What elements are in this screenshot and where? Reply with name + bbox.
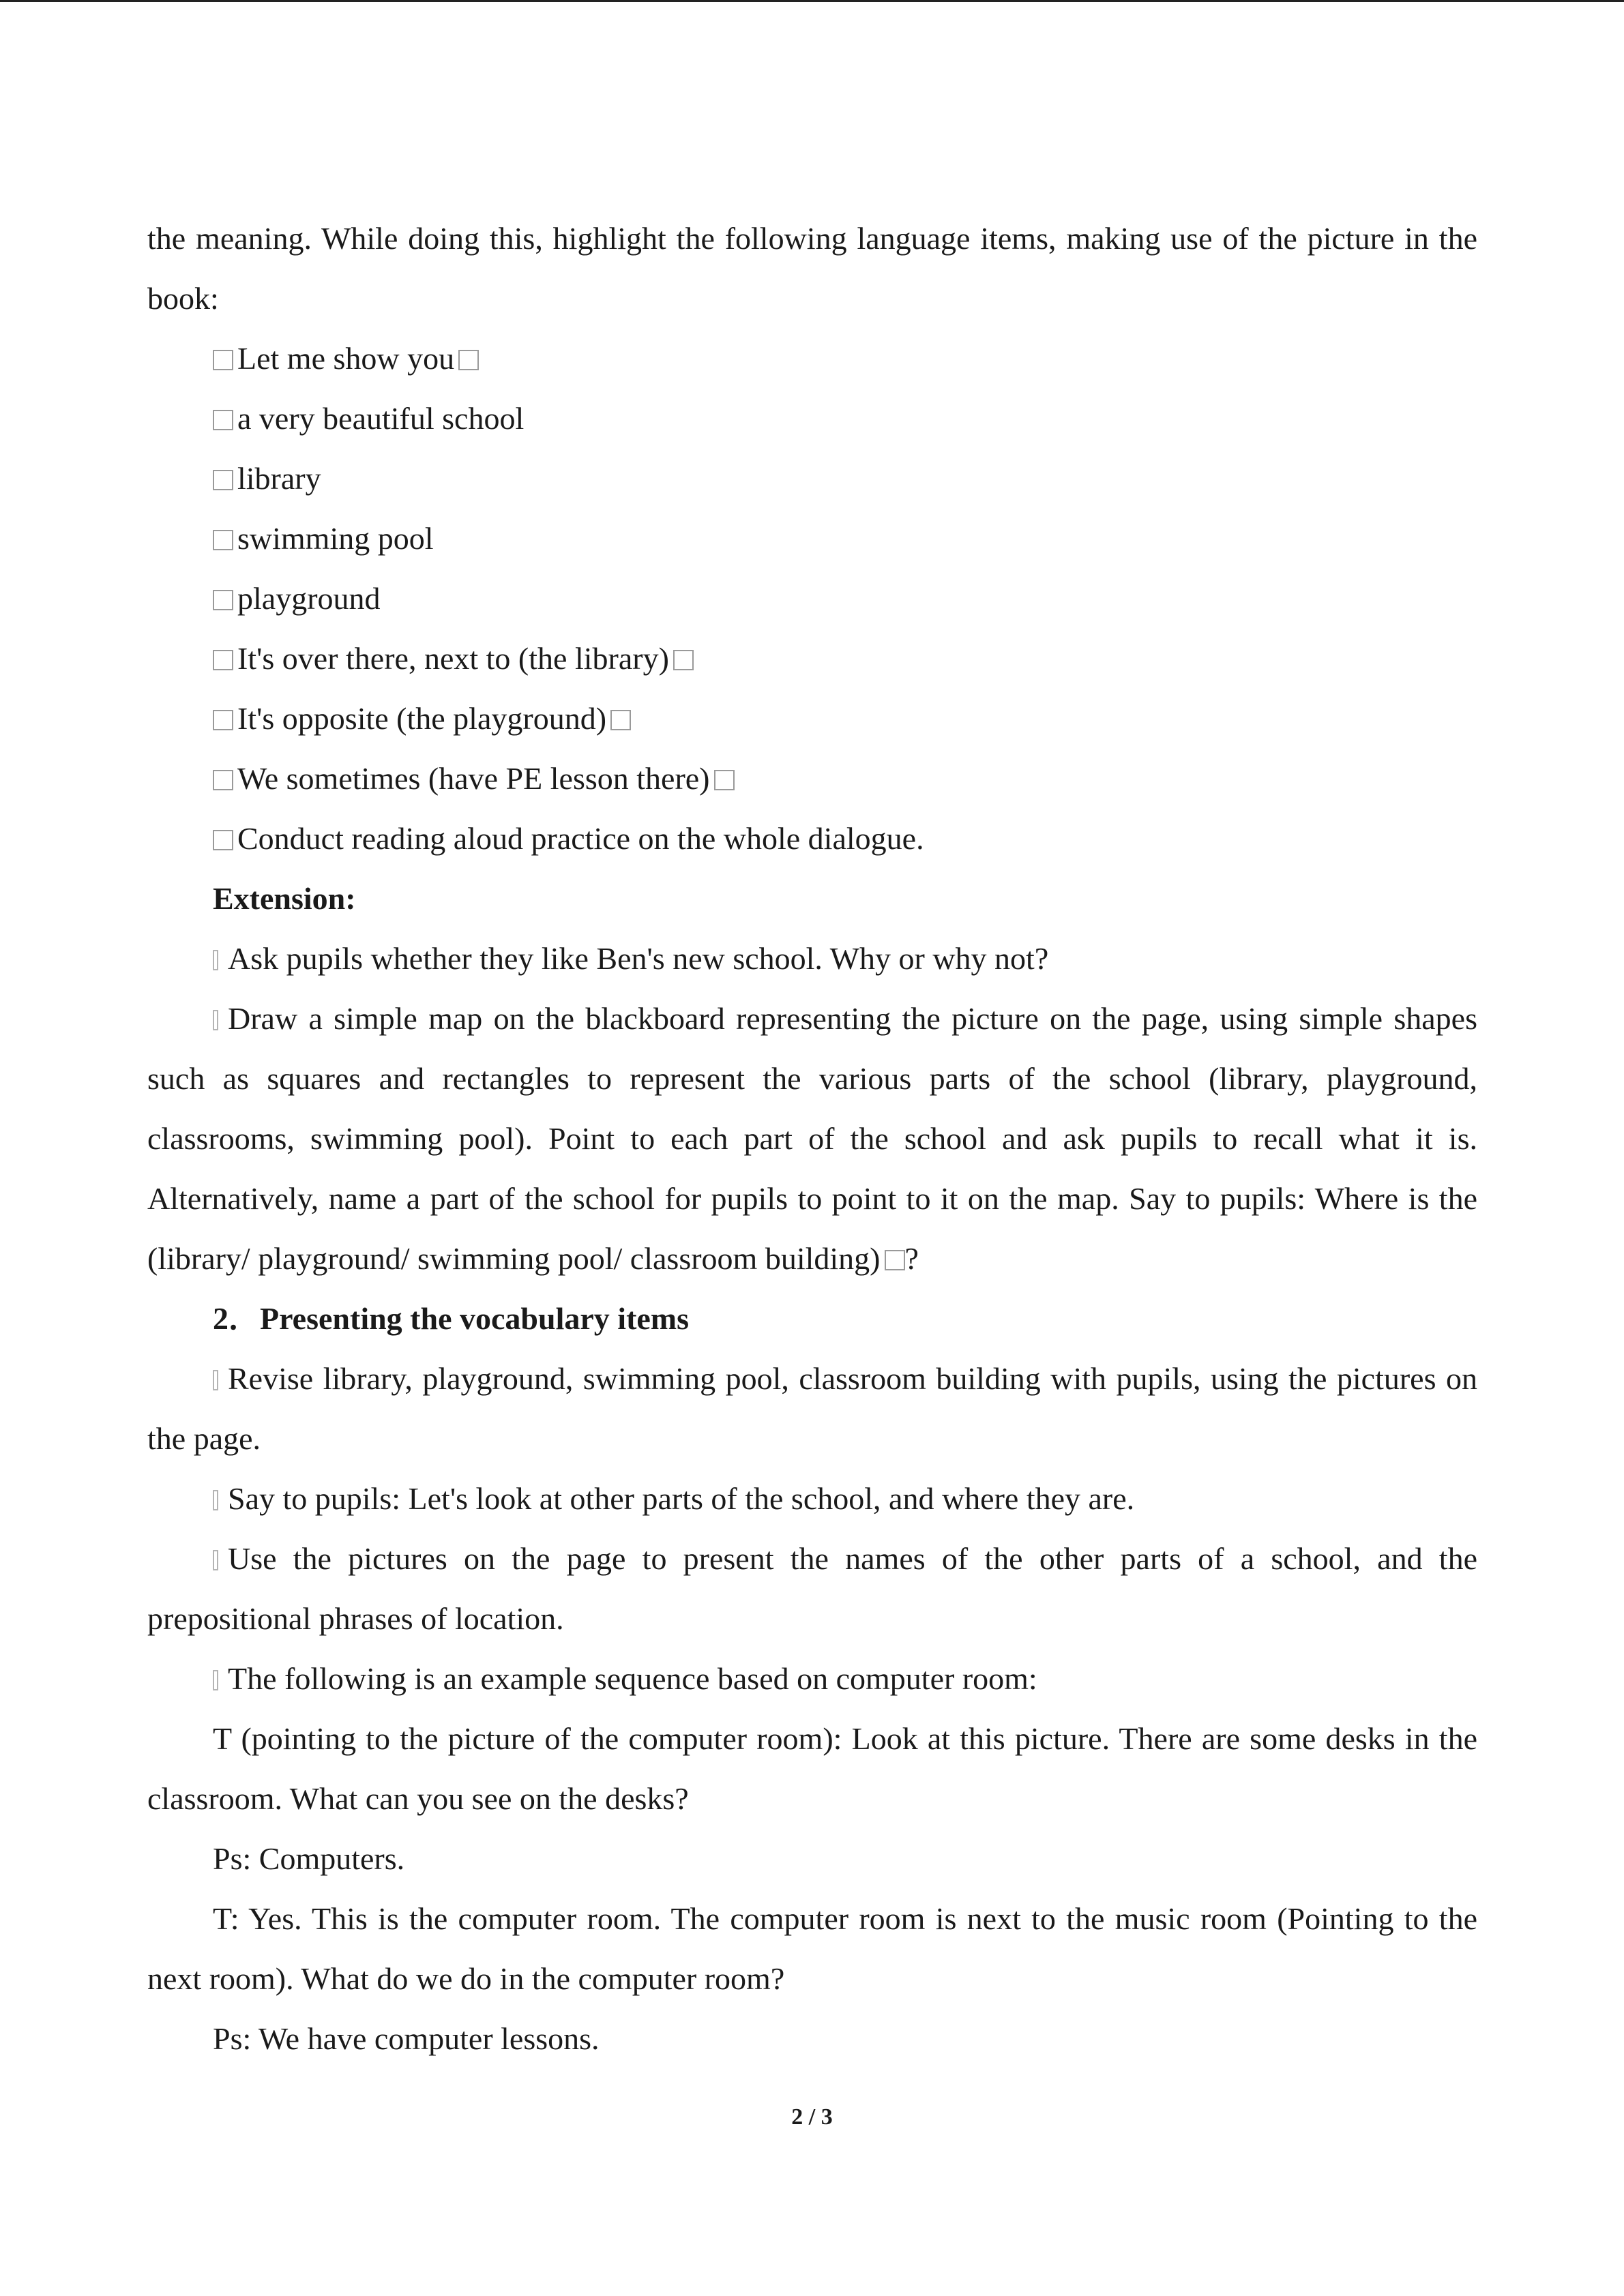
- dialogue-line: T: Yes. This is the computer room. The computer room is next to the music room (Pointing to the next room). What do we do in the computer room?: [147, 1901, 1477, 1996]
- missing-glyph-box-icon: [213, 710, 233, 730]
- language-item: Let me show you: [147, 329, 1477, 389]
- missing-glyph-box-icon: [610, 710, 631, 730]
- missing-glyph-box-icon: [213, 350, 233, 370]
- section-bullet: Use the pictures on the page to present the names of the other parts of a school, and the prepositional phrases of location.: [147, 1541, 1477, 1636]
- language-item: It's over there, next to (the library): [147, 629, 1477, 689]
- language-item: playground: [147, 569, 1477, 629]
- bullet-marker-icon: [213, 1490, 218, 1510]
- section-heading: [147, 1289, 1477, 1349]
- extension-bullet: Draw a simple map on the blackboard representing the picture on the page, using simple shapes such as squares and rectangles to represent the various parts of the school (library, playground, classrooms, swimming pool). Point to each part of the school and ask pupils to recall what it is. Alternatively, name a part of the school for pupils to point to it on the map. Say to pupils: Where is the (library/ playground/ swimming pool/ classroom building) ?: [147, 1001, 1477, 1276]
- missing-glyph-box-icon: [673, 650, 694, 670]
- missing-glyph-box-icon: [213, 650, 233, 670]
- extension-heading: Extension:: [213, 881, 356, 916]
- section-bullet: Revise library, playground, swimming pool, classroom building with pupils, using the pictures on the page.: [147, 1361, 1477, 1456]
- section-number: 2．: [213, 1301, 260, 1336]
- section-bullet: The following is an example sequence based on computer room:: [147, 1649, 1477, 1709]
- missing-glyph-box-icon: [458, 350, 479, 370]
- missing-glyph-box-icon: [714, 770, 735, 790]
- dialogue-line: T (pointing to the picture of the computer room): Look at this picture. There are some desks in the classroom. What can you see on the desks?: [147, 1721, 1477, 1816]
- missing-glyph-box-icon: [213, 590, 233, 610]
- dialogue-line: Ps: Computers.: [213, 1841, 405, 1876]
- language-item: We sometimes (have PE lesson there): [147, 749, 1477, 809]
- language-item: a very beautiful school: [147, 389, 1477, 449]
- section-title: Presenting the vocabulary items: [260, 1301, 690, 1336]
- language-item: swimming pool: [147, 509, 1477, 569]
- document-body: [147, 209, 1477, 2069]
- language-items-list: [147, 329, 1477, 869]
- bullet-marker-icon: [213, 1550, 218, 1570]
- missing-glyph-box-icon: [885, 1250, 905, 1270]
- bullet-marker-icon: [213, 950, 218, 970]
- language-item: Conduct reading aloud practice on the whole dialogue.: [147, 809, 1477, 869]
- extension-bullet: Ask pupils whether they like Ben's new school. Why or why not?: [147, 929, 1477, 989]
- bullet-marker-icon: [213, 1010, 218, 1030]
- missing-glyph-box-icon: [213, 770, 233, 790]
- missing-glyph-box-icon: [213, 410, 233, 430]
- section-bullet: Say to pupils: Let's look at other parts of the school, and where they are.: [147, 1469, 1477, 1529]
- language-item: It's opposite (the playground): [147, 689, 1477, 749]
- intro-paragraph: the meaning. While doing this, highlight the following language items, making use of the picture in the book:: [147, 221, 1477, 316]
- missing-glyph-box-icon: [213, 470, 233, 490]
- bullet-marker-icon: [213, 1670, 218, 1690]
- dialogue-line: Ps: We have computer lessons.: [213, 2021, 600, 2056]
- missing-glyph-box-icon: [213, 830, 233, 850]
- bullet-marker-icon: [213, 1370, 218, 1390]
- missing-glyph-box-icon: [213, 530, 233, 550]
- language-item: library: [147, 449, 1477, 509]
- top-border: [0, 0, 1624, 2]
- page-number: 2 / 3: [791, 2104, 833, 2130]
